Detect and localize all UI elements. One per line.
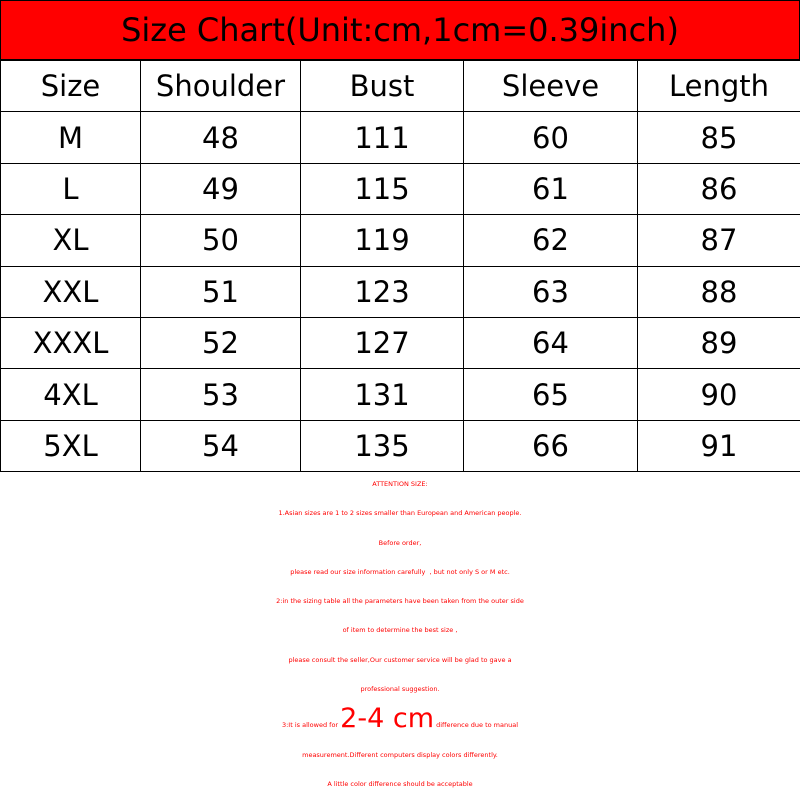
shoulder-cell: 50 xyxy=(141,215,301,266)
length-cell: 87 xyxy=(638,215,800,266)
bust-cell: 111 xyxy=(301,112,464,163)
sleeve-cell: 61 xyxy=(464,163,638,214)
length-cell: 85 xyxy=(638,112,800,163)
bust-cell: 135 xyxy=(301,420,464,471)
bust-cell: 131 xyxy=(301,369,464,420)
shoulder-cell: 48 xyxy=(141,112,301,163)
header-size: Size xyxy=(1,61,141,112)
bust-cell: 127 xyxy=(301,317,464,368)
table-row xyxy=(1,420,800,471)
length-cell: 86 xyxy=(638,163,800,214)
table-row xyxy=(1,163,800,214)
size-attention-notes xyxy=(0,470,800,800)
shoulder-cell: 52 xyxy=(141,317,301,368)
size-chart-title: Size Chart(Unit:cm,1cm=0.39inch) xyxy=(0,0,800,60)
sleeve-cell: 62 xyxy=(464,215,638,266)
header-length: Length xyxy=(638,61,800,112)
table-row xyxy=(1,317,800,368)
size-cell: 4XL xyxy=(1,369,141,420)
table-header-row xyxy=(1,61,800,112)
bust-cell: 123 xyxy=(301,266,464,317)
size-cell: XL xyxy=(1,215,141,266)
size-table xyxy=(0,60,800,472)
length-cell: 89 xyxy=(638,317,800,368)
shoulder-cell: 49 xyxy=(141,163,301,214)
size-cell: XXXL xyxy=(1,317,141,368)
bust-cell: 119 xyxy=(301,215,464,266)
sleeve-cell: 60 xyxy=(464,112,638,163)
table-row xyxy=(1,112,800,163)
length-cell: 91 xyxy=(638,420,800,471)
note-line: professional suggestion. xyxy=(360,685,440,694)
header-sleeve: Sleeve xyxy=(464,61,638,112)
size-cell: XXL xyxy=(1,266,141,317)
shoulder-cell: 53 xyxy=(141,369,301,420)
sleeve-cell: 63 xyxy=(464,266,638,317)
sleeve-cell: 64 xyxy=(464,317,638,368)
tolerance-highlight: 2-4 cm xyxy=(340,703,434,735)
note-text: 3:It is allowed for xyxy=(281,721,341,730)
header-bust: Bust xyxy=(301,61,464,112)
length-cell: 88 xyxy=(638,266,800,317)
table-row xyxy=(1,266,800,317)
size-cell: M xyxy=(1,112,141,163)
length-cell: 90 xyxy=(638,369,800,420)
notes-heading: ATTENTION SIZE: xyxy=(372,480,428,488)
note-line-tolerance xyxy=(0,704,800,740)
note-line: 2:in the sizing table all the parameters have been taken from the outer side xyxy=(276,597,524,606)
size-cell: L xyxy=(1,163,141,214)
note-line: please read our size information carefully , but not only S or M etc. xyxy=(290,567,510,576)
size-cell: 5XL xyxy=(1,420,141,471)
shoulder-cell: 51 xyxy=(141,266,301,317)
bust-cell: 115 xyxy=(301,163,464,214)
header-shoulder: Shoulder xyxy=(141,61,301,112)
table-row xyxy=(1,215,800,266)
note-line: A little color difference should be acceptable xyxy=(327,779,473,788)
note-line: of item to determine the best size , xyxy=(342,626,458,635)
sleeve-cell: 66 xyxy=(464,420,638,471)
note-text: difference due to manual xyxy=(434,721,519,730)
note-line: please consult the seller,Our customer service will be glad to gave a xyxy=(288,655,512,664)
note-line: Before order, xyxy=(378,538,422,547)
note-line: measurement.Different computers display colors differently. xyxy=(302,750,498,759)
sleeve-cell: 65 xyxy=(464,369,638,420)
note-line: 1.Asian sizes are 1 to 2 sizes smaller than European and American people. xyxy=(278,509,522,518)
shoulder-cell: 54 xyxy=(141,420,301,471)
table-row xyxy=(1,369,800,420)
